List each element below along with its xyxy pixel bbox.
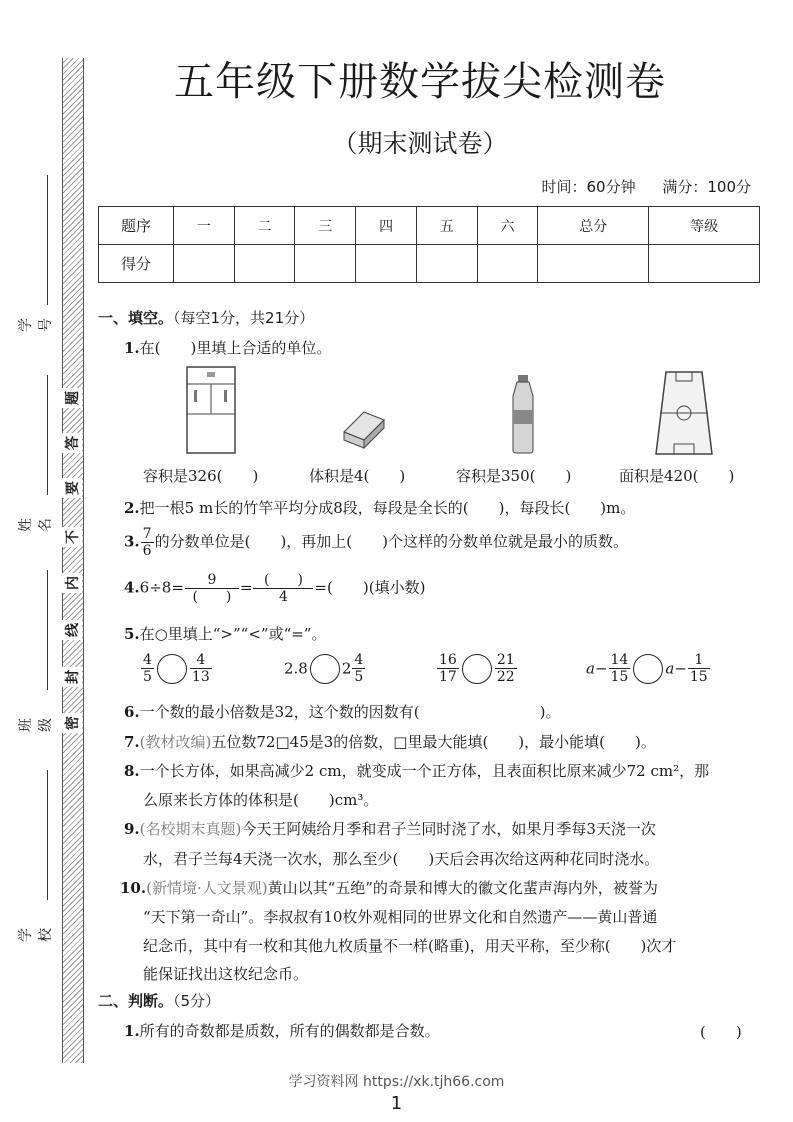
question-text: 在( )里填上合适的单位。 — [139, 339, 332, 357]
mixed-integer: 2 — [341, 659, 352, 678]
score-table — [98, 206, 760, 283]
question-number: 1. — [124, 1022, 140, 1040]
fraction — [609, 652, 631, 685]
section-note: （5分） — [173, 992, 221, 1010]
question-9 — [124, 819, 656, 839]
score-cell[interactable] — [477, 245, 538, 283]
numerator: 7 — [142, 526, 152, 542]
score-header-cell: 题序 — [99, 207, 174, 245]
score-cell[interactable] — [649, 245, 760, 283]
question-text: 五位数72□45是3的倍数，□里最大能填( )，最小能填( )。 — [211, 733, 656, 751]
score-row-label: 得分 — [99, 245, 174, 283]
expression-lead: 6÷8= — [139, 578, 184, 597]
question-5 — [124, 624, 326, 644]
student-id-line — [47, 175, 48, 305]
question-number: 5. — [124, 625, 140, 643]
question-6 — [124, 702, 560, 722]
question-number: 1. — [124, 339, 140, 357]
page-title: 五年级下册数学拔尖检测卷 — [174, 59, 666, 105]
class-line — [47, 570, 48, 690]
numerator: 4 — [190, 652, 212, 669]
denominator: 22 — [496, 669, 515, 685]
numerator: 21 — [496, 652, 515, 668]
fraction-blank-1 — [185, 572, 239, 605]
watermark-text: 学习资料网 https://xk.tjh66.com — [288, 1074, 505, 1090]
compare-circle[interactable] — [157, 654, 187, 684]
score-header-cell: 等级 — [649, 207, 760, 245]
q1-caption-fridge: 容积是326( ) — [143, 467, 259, 485]
compare-item-4 — [586, 652, 711, 685]
seal-char: 内 — [62, 573, 82, 593]
denominator: 17 — [439, 669, 457, 685]
school-line — [47, 770, 48, 900]
question-text: 在○里填上“>”“<”或“=”。 — [139, 625, 327, 643]
page-number: 1 — [390, 1093, 403, 1114]
name-line — [47, 375, 48, 495]
score-header-cell: 四 — [356, 207, 417, 245]
fraction — [352, 652, 365, 685]
question-text: 一个数的最小倍数是32，这个数的因数有( )。 — [139, 703, 561, 721]
question-10-line-4: 能保证找出这枚纪念币。 — [143, 965, 309, 983]
question-10-line-3: 纪念币，其中有一枚和其他九枚质量不一样(略重)，用天平称，至少称( )次才 — [143, 937, 677, 955]
fraction — [437, 652, 459, 685]
margin-label-name: 姓名 — [18, 518, 54, 532]
denominator: 15 — [689, 669, 708, 685]
fraction-blank-2 — [253, 572, 313, 605]
numerator: 4 — [143, 652, 152, 668]
compare-circle[interactable] — [310, 654, 340, 684]
question-7 — [124, 732, 656, 752]
question-number: 4. — [124, 578, 140, 597]
question-text: 所有的奇数都是质数，所有的偶数都是合数。 — [139, 1022, 440, 1040]
fraction — [495, 652, 517, 685]
seal-char: 线 — [62, 620, 82, 640]
question-tag: (教材改编) — [139, 733, 212, 751]
question-tag: (新情境·人文景观) — [146, 879, 268, 897]
score-table-header-row — [99, 207, 760, 245]
score-header-cell: 三 — [295, 207, 356, 245]
seal-char: 密 — [62, 713, 82, 733]
fraction — [688, 652, 710, 685]
seal-char: 要 — [62, 478, 82, 498]
question-text: 把一根5 m长的竹竿平均分成8段，每段是全长的( )，每段长( )m。 — [139, 499, 636, 517]
denominator: 13 — [191, 669, 210, 685]
section-heading-true-false — [98, 990, 220, 1011]
numerator: 14 — [610, 652, 629, 668]
q1-caption-field: 面积是420( ) — [619, 467, 735, 485]
score-cell[interactable] — [356, 245, 417, 283]
fraction — [190, 652, 212, 685]
score-cell[interactable] — [174, 245, 235, 283]
eraser-picture — [342, 408, 386, 450]
compare-circle[interactable] — [633, 654, 663, 684]
numerator: 1 — [688, 652, 710, 669]
question-number: 9. — [124, 820, 140, 838]
question-8 — [124, 761, 709, 781]
page-subtitle: （期末测试卷） — [332, 129, 508, 158]
denominator-blank[interactable]: ( ) — [192, 589, 232, 605]
question-number: 10. — [120, 879, 147, 897]
score-cell[interactable] — [416, 245, 477, 283]
question-number: 3. — [124, 532, 140, 551]
refrigerator-picture — [186, 366, 236, 454]
question-3 — [124, 526, 628, 559]
question-9-line-2: 水，君子兰每4天浇一次水，那么至少( )天后会再次给这两种花同时浇水。 — [143, 850, 660, 868]
score-header-cell: 一 — [174, 207, 235, 245]
numerator: 16 — [439, 652, 457, 668]
question-tag: (名校期末真题) — [139, 820, 242, 838]
q1-caption-bottle: 容积是350( ) — [456, 467, 572, 485]
question-10 — [120, 878, 658, 898]
football-field-picture — [654, 370, 714, 456]
margin-label-school: 学校 — [18, 928, 54, 942]
expression-prefix: a− — [665, 659, 687, 678]
denominator: 4 — [279, 589, 288, 605]
compare-item-1 — [140, 652, 213, 685]
question-number: 2. — [124, 499, 140, 517]
denominator: 15 — [610, 669, 629, 685]
decimal-value: 2.8 — [284, 659, 308, 678]
margin-label-student-id: 学号 — [18, 318, 54, 332]
score-header-cell: 五 — [416, 207, 477, 245]
margin-label-class: 班级 — [18, 718, 54, 732]
score-table-score-row — [99, 245, 760, 283]
score-header-cell: 二 — [234, 207, 295, 245]
exam-time: 时间：60分钟 — [541, 178, 636, 196]
question-tf-1 — [124, 1021, 440, 1041]
expression-prefix: a− — [586, 659, 608, 678]
seal-char: 封 — [62, 667, 82, 687]
section-heading-fill-blank — [98, 307, 314, 328]
exam-meta — [519, 176, 751, 197]
seal-char: 答 — [62, 433, 82, 453]
seal-char: 题 — [62, 388, 82, 408]
score-header-cell: 总分 — [538, 207, 649, 245]
question-text: 一个长方体，如果高减少2 cm，就变成一个正方体，且表面积比原来减少72 cm²，那 — [139, 762, 710, 780]
fraction-7-6 — [141, 526, 154, 559]
question-text: 今天王阿姨给月季和君子兰同时浇了水，如果月季每3天浇一次 — [241, 820, 656, 838]
question-2 — [124, 498, 635, 518]
exam-full-score: 满分：100分 — [662, 178, 751, 196]
water-bottle-picture — [508, 374, 538, 454]
score-cell[interactable] — [538, 245, 649, 283]
fraction — [141, 652, 154, 685]
seal-char: 不 — [62, 527, 82, 547]
compare-item-2 — [284, 652, 366, 685]
score-header-cell: 六 — [477, 207, 538, 245]
numerator-blank[interactable]: ( ) — [253, 572, 313, 589]
question-1 — [124, 338, 331, 358]
equals-sign: = — [239, 578, 253, 597]
expression-tail: =( )(填小数) — [314, 578, 426, 597]
question-number: 7. — [124, 733, 140, 751]
denominator: 5 — [354, 669, 364, 685]
question-number: 8. — [124, 762, 140, 780]
question-10-line-2: “天下第一奇山”。李叔叔有10枚外观相同的世界文化和自然遗产——黄山普通 — [143, 908, 658, 926]
question-text: 的分数单位是( )，再加上( )个这样的分数单位就是最小的质数。 — [154, 532, 629, 551]
binding-hatch-strip — [62, 58, 84, 1063]
denominator: 5 — [143, 669, 152, 685]
score-cell[interactable] — [295, 245, 356, 283]
section-title: 二、判断。 — [98, 992, 174, 1010]
question-4 — [124, 572, 425, 605]
answer-bracket[interactable]: ( ) — [700, 1023, 742, 1041]
numerator: 4 — [354, 652, 364, 668]
section-title: 一、填空。 — [98, 309, 174, 327]
compare-item-3 — [436, 652, 518, 685]
compare-circle[interactable] — [462, 654, 492, 684]
numerator: 9 — [185, 572, 239, 589]
question-8-line-2: 么原来长方体的体积是( )cm³。 — [143, 791, 379, 809]
score-cell[interactable] — [234, 245, 295, 283]
q1-caption-eraser: 体积是4( ) — [309, 467, 406, 485]
question-number: 6. — [124, 703, 140, 721]
denominator: 6 — [142, 543, 152, 559]
question-text: 黄山以其“五绝”的奇景和博大的徽文化蜚声海内外，被誉为 — [267, 879, 658, 897]
section-note: （每空1分，共21分） — [173, 309, 315, 327]
